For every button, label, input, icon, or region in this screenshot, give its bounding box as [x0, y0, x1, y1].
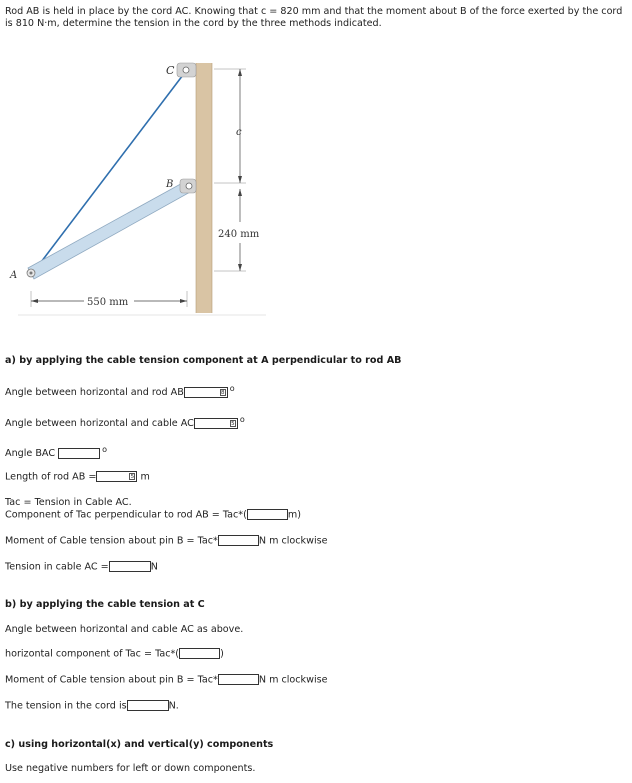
angle-ac-input[interactable]	[194, 418, 238, 429]
horizontal-component-label: horizontal component of Tac = Tac*(	[5, 648, 180, 660]
part-a-heading: a) by applying the cable tension component at A perpendicular to rod AB	[5, 355, 402, 366]
angle-ab-badge: 8	[221, 389, 225, 396]
tension-a-input[interactable]	[109, 561, 151, 572]
degree-symbol: o	[239, 415, 245, 424]
tension-a-unit: N	[150, 561, 158, 573]
angle-note: Angle between horizontal and cable AC as above.	[5, 624, 244, 635]
sign-note: Use negative numbers for left or down components.	[5, 763, 256, 774]
moment-a-unit: N m clockwise	[258, 535, 328, 547]
degree-symbol: o	[229, 384, 235, 393]
label-b: B	[166, 179, 174, 190]
component-label: Component of Tac perpendicular to rod AB = Tac*(	[5, 509, 247, 521]
length-ab-unit: m	[140, 471, 150, 483]
length-ab-label: Length of rod AB =	[5, 471, 97, 483]
rod-ab	[28, 181, 192, 279]
length-ab-badge: 5	[130, 474, 135, 480]
tac-definition: Tac = Tension in Cable AC.	[5, 497, 132, 508]
tension-b-input[interactable]	[127, 700, 169, 711]
wall	[196, 63, 212, 313]
tension-b-label: The tension in the cord is	[5, 700, 127, 712]
angle-bac-label: Angle BAC	[5, 448, 56, 460]
moment-b-label: Moment of Cable tension about pin B = Tac*	[5, 674, 218, 686]
angle-bac-input[interactable]	[58, 448, 100, 459]
angle-ac-label: Angle between horizontal and cable AC	[5, 418, 194, 430]
label-c: C	[166, 64, 175, 77]
moment-b-input[interactable]	[218, 674, 259, 685]
length-ab-input[interactable]	[96, 471, 137, 482]
component-close: m)	[287, 509, 301, 521]
part-c-heading: c) using horizontal(x) and vertical(y) components	[5, 739, 274, 750]
dim-240: 240 mm	[218, 229, 260, 240]
moment-b-unit: N m clockwise	[258, 674, 328, 686]
tension-a-label: Tension in cable AC =	[5, 561, 109, 573]
moment-a-label: Moment of Cable tension about pin B = Tac*	[5, 535, 218, 547]
dim-550: 550 mm	[87, 297, 129, 308]
mechanics-figure	[0, 55, 280, 320]
degree-symbol: o	[102, 445, 107, 454]
tension-b-unit: N.	[168, 700, 179, 712]
angle-ac-badge: 5	[231, 420, 235, 427]
part-b-heading: b) by applying the cable tension at C	[5, 599, 205, 610]
label-c-dim: c	[236, 127, 242, 138]
cable-ac	[32, 71, 186, 274]
horizontal-component-close: )	[220, 648, 224, 660]
label-a: A	[10, 270, 18, 281]
horizontal-component-input[interactable]	[179, 648, 220, 659]
problem-statement: Rod AB is held in place by the cord AC. Knowing that c = 820 mm and that the moment about B of the force exerted by the cord is 810 N·m, determine the tension in the cord by the three methods indicated.	[5, 6, 623, 29]
angle-ab-input[interactable]	[184, 387, 228, 398]
angle-ab-label: Angle between horizontal and rod AB	[5, 387, 184, 399]
moment-a-input[interactable]	[218, 535, 259, 546]
component-input[interactable]	[247, 509, 288, 520]
